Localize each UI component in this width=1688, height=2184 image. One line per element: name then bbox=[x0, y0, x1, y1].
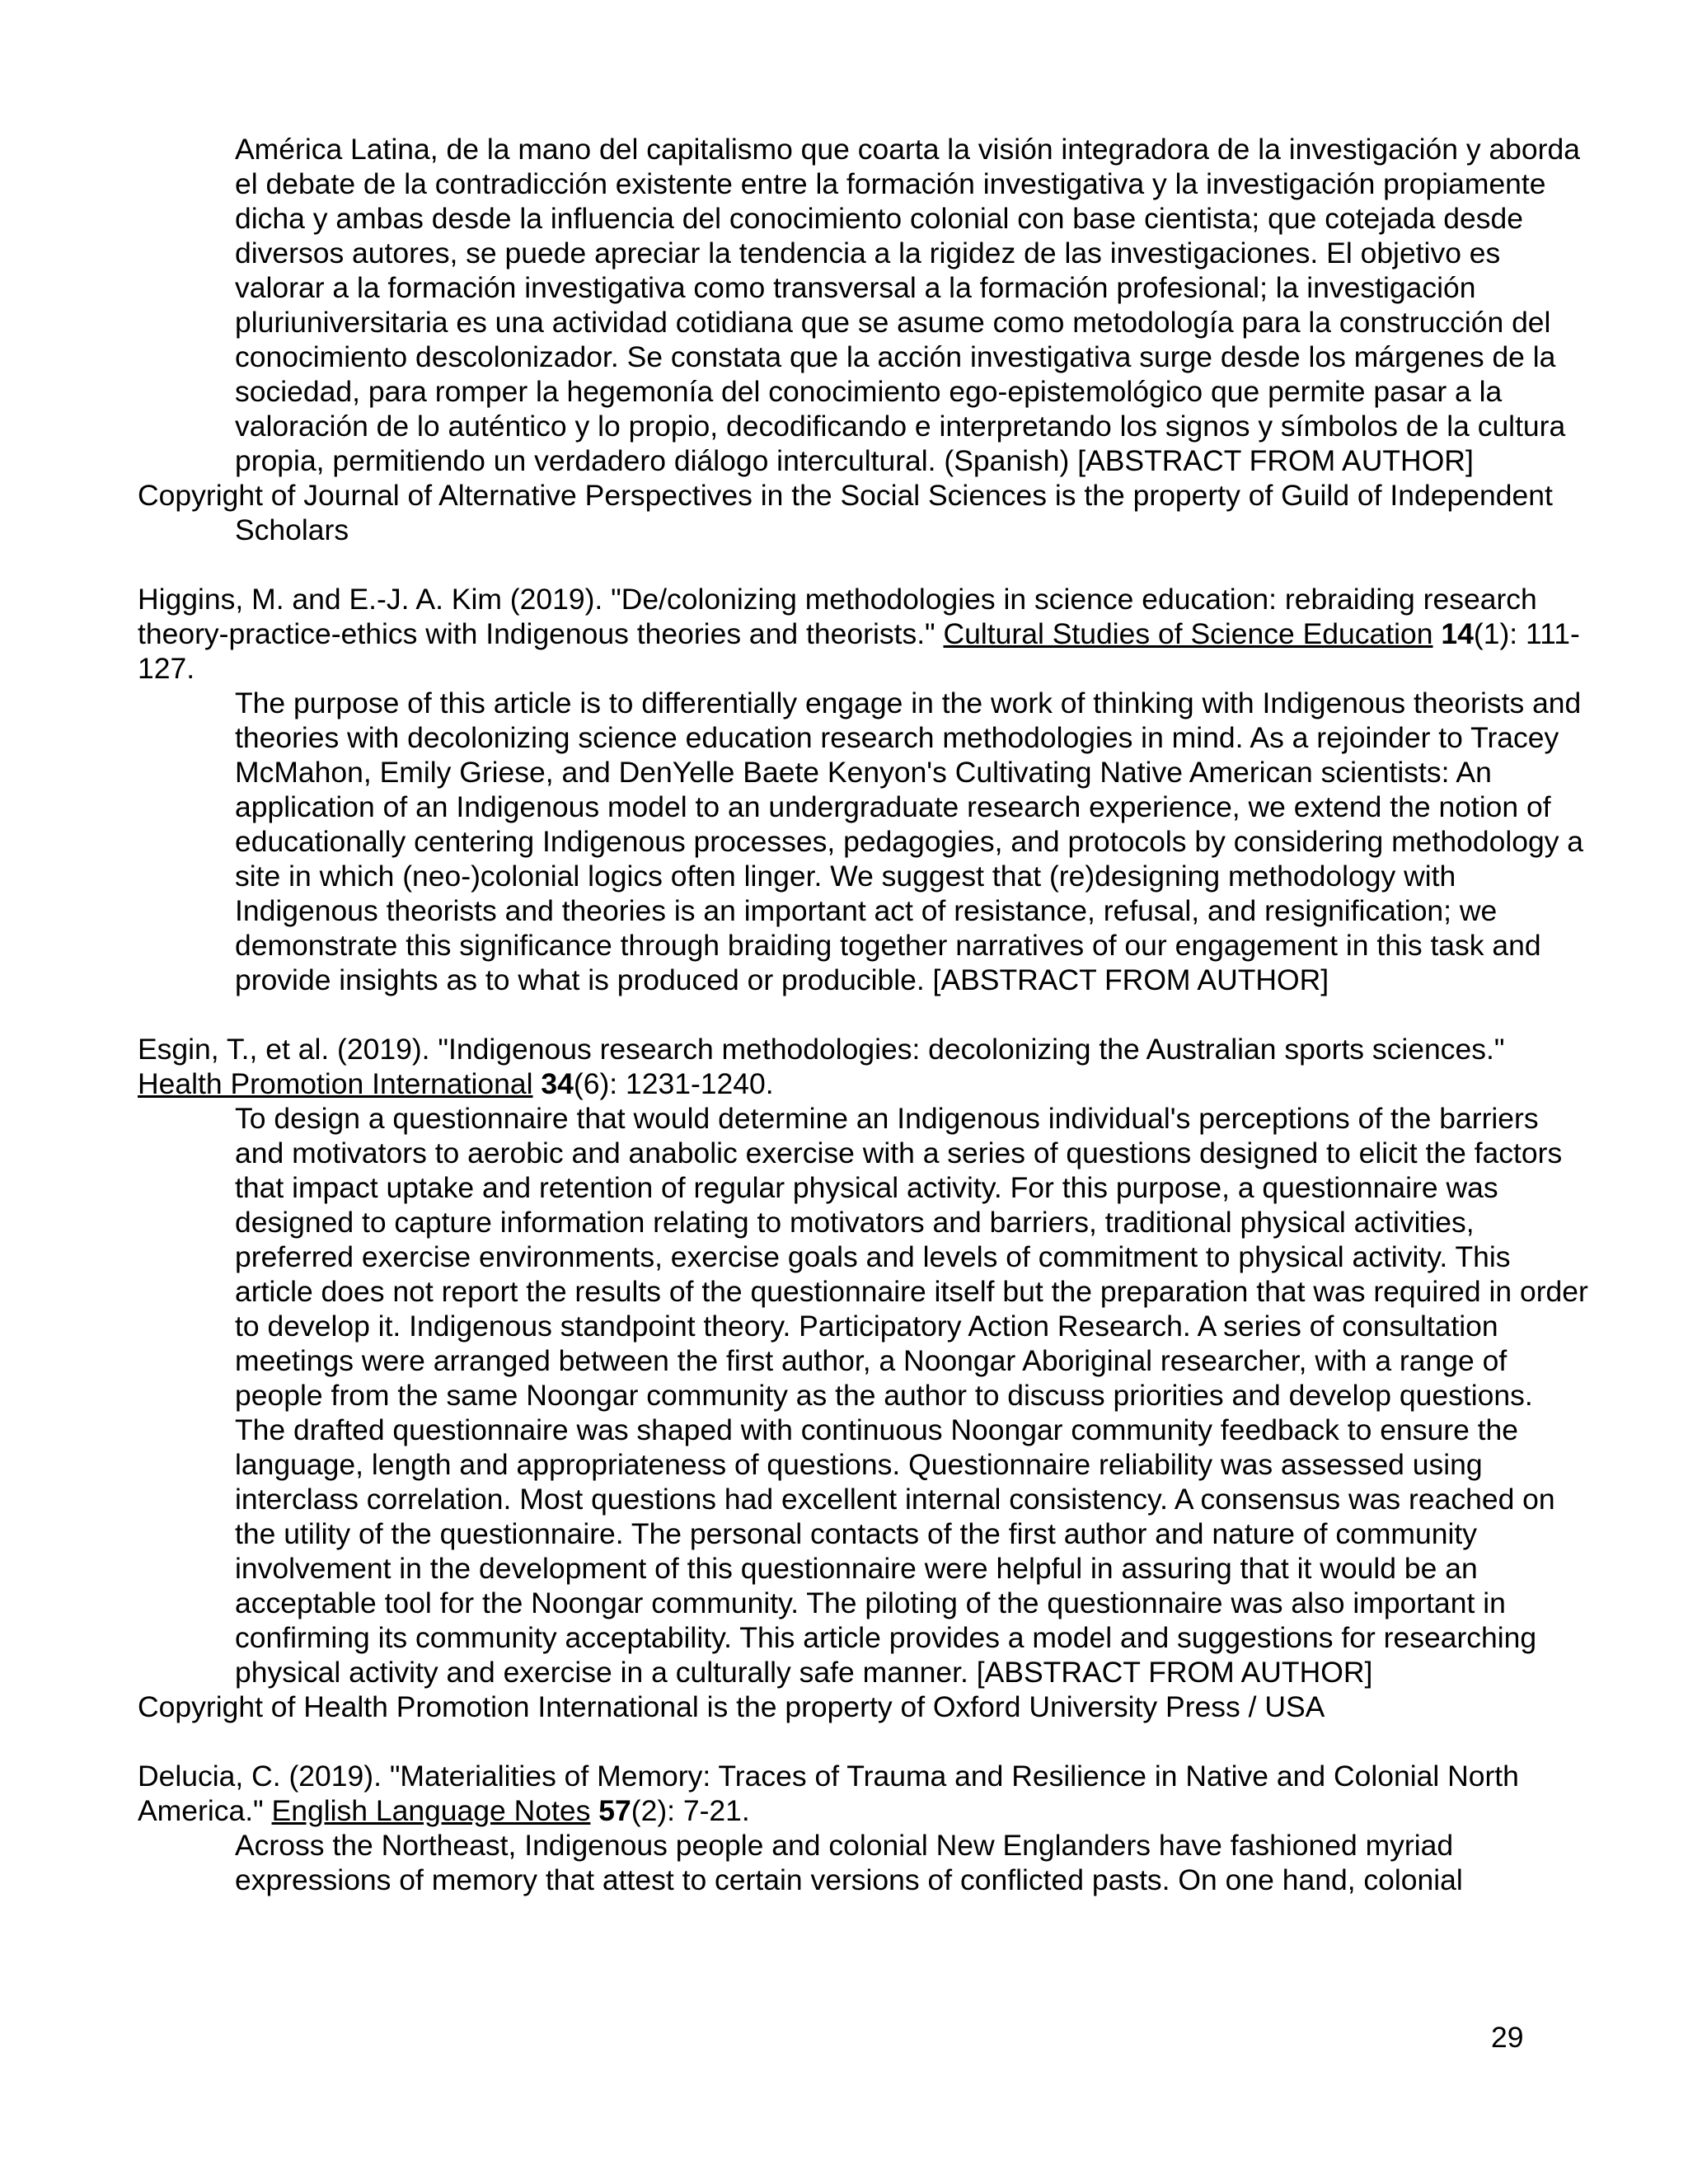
issue-pages: (2): 7-21. bbox=[631, 1794, 750, 1827]
volume-number: 34 bbox=[541, 1067, 574, 1100]
citation bbox=[138, 1759, 1588, 1828]
bibliography-entry bbox=[138, 1759, 1588, 1897]
bibliography-entry bbox=[138, 582, 1588, 997]
abstract: To design a questionnaire that would determine an Indigenous individual's perceptions of the barriers and motivators to aerobic and anabolic exercise with a series of questions designed to elicit the factors that impact uptake and retention of regular physical activity. For this purpose, a questionnaire was designed to capture information relating to motivators and barriers, traditional physical activities, preferred exercise environments, exercise goals and levels of commitment to physical activity. This article does not report the results of the questionnaire itself but the preparation that was required in order to develop it. Indigenous standpoint theory. Participatory Action Research. A series of consultation meetings were arranged between the first author, a Noongar Aboriginal researcher, with a range of people from the same Noongar community as the author to discuss priorities and develop questions. The drafted questionnaire was shaped with continuous Noongar community feedback to ensure the language, length and appropriateness of questions. Questionnaire reliability was assessed using interclass correlation. Most questions had excellent internal consistency. A consensus was reached on the utility of the questionnaire. The personal contacts of the first author and nature of community involvement in the development of this questionnaire were helpful in assuring that it would be an acceptable tool for the Noongar community. The piloting of the questionnaire was also important in confirming its community acceptability. This article provides a model and suggestions for researching physical activity and exercise in a culturally safe manner. [ABSTRACT FROM AUTHOR] bbox=[235, 1102, 1588, 1689]
citation bbox=[138, 582, 1588, 686]
citation-text: Delucia, C. (2019). "Materialities of Memory: Traces of Trauma and Resilience in Native and Colonial North America." bbox=[138, 1760, 1519, 1827]
citation-text: Higgins, M. and E.-J. A. Kim (2019). "De/colonizing methodologies in science education: rebraiding research theory-practice-ethics with Indigenous theories and theorists." bbox=[138, 583, 1537, 650]
bibliography-entry bbox=[138, 1032, 1588, 1724]
copyright-notice: Copyright of Health Promotion International is the property of Oxford University Press / USA bbox=[138, 1690, 1325, 1723]
issue-pages: (6): 1231-1240. bbox=[573, 1067, 774, 1100]
volume-number: 14 bbox=[1441, 617, 1474, 650]
copyright-notice: Copyright of Journal of Alternative Perspectives in the Social Sciences is the property of Guild of Independent Scholars bbox=[138, 479, 1553, 546]
citation bbox=[138, 1032, 1588, 1101]
volume-number: 57 bbox=[598, 1794, 631, 1827]
journal-title: English Language Notes bbox=[271, 1794, 591, 1827]
continued-abstract: América Latina, de la mano del capitalismo que coarta la visión integradora de la investigación y aborda el debate de la contradicción existente entre la formación investigativa y la investigación propiamente dicha y ambas desde la influencia del conocimiento colonial con base cientista; que cotejada desde diversos autores, se puede apreciar la tendencia a la rigidez de las investigaciones. El objetivo es valorar a la formación investigativa como transversal a la formación profesional; la investigación pluriuniversitaria es una actividad cotidiana que se asume como metodología para la construcción del conocimiento descolonizador. Se constata que la acción investigativa surge desde los márgenes de la sociedad, para romper la hegemonía del conocimiento ego-epistemológico que permite pasar a la valoración de lo auténtico y lo propio, decodificando e interpretando los signos y símbolos de la cultura propia, permitiendo un verdadero diálogo intercultural. (Spanish) [ABSTRACT FROM AUTHOR] bbox=[235, 133, 1580, 477]
page-number: 29 bbox=[1491, 2021, 1524, 2054]
abstract: Across the Northeast, Indigenous people and colonial New Englanders have fashioned myriad expressions of memory that attest to certain versions of conflicted pasts. On one hand, colonial bbox=[235, 1829, 1463, 1896]
citation-text: Esgin, T., et al. (2019). "Indigenous research methodologies: decolonizing the Australian sports sciences." bbox=[138, 1033, 1505, 1066]
issue-pages: (1): 111-127. bbox=[138, 617, 1580, 685]
abstract: The purpose of this article is to differentially engage in the work of thinking with Indigenous theorists and theories with decolonizing science education research methodologies in mind. As a rejoinder to Tracey McMahon, Emily Griese, and DenYelle Baete Kenyon's Cultivating Native American scientists: An application of an Indigenous model to an undergraduate research experience, we extend the notion of educationally centering Indigenous processes, pedagogies, and protocols by considering methodology a site in which (neo-)colonial logics often linger. We suggest that (re)designing methodology with Indigenous theorists and theories is an important act of resistance, refusal, and resignification; we demonstrate this significance through braiding together narratives of our engagement in this task and provide insights as to what is produced or producible. [ABSTRACT FROM AUTHOR] bbox=[235, 687, 1584, 996]
journal-title: Cultural Studies of Science Education bbox=[943, 617, 1433, 650]
journal-title: Health Promotion International bbox=[138, 1067, 533, 1100]
document-page bbox=[138, 132, 1588, 1897]
